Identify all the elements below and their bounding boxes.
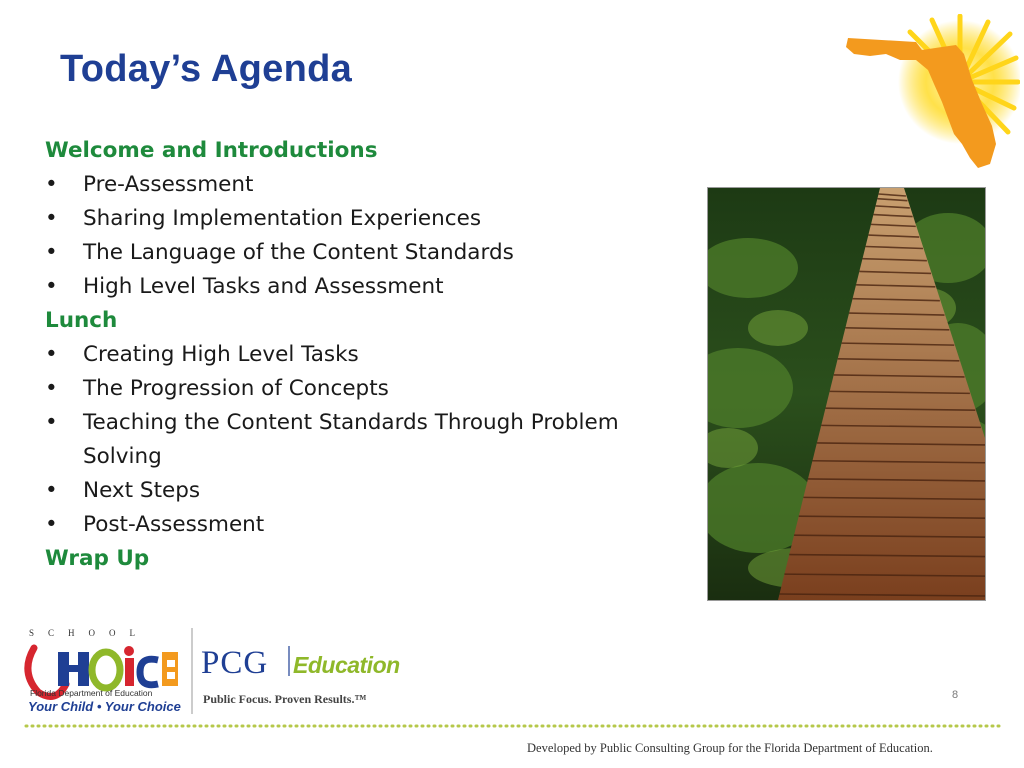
agenda-item-high-level-tasks-assessment: • High Level Tasks and Assessment: [45, 270, 685, 304]
agenda-item-next-steps: • Next Steps: [45, 474, 685, 508]
pcg-logo-name: PCG: [201, 645, 269, 681]
section-welcome: Welcome and Introductions: [45, 138, 378, 163]
boardwalk-photo: [707, 187, 986, 601]
slide-number: 8: [952, 689, 959, 701]
agenda-item-teaching-through-problem-solving: • Teaching the Content Standards Through Problem Solving: [45, 406, 685, 474]
slide-title: Today’s Agenda: [60, 48, 353, 90]
agenda-item-creating-tasks: • Creating High Level Tasks: [45, 338, 685, 372]
agenda-item-progression-of-concepts: • The Progression of Concepts: [45, 372, 685, 406]
agenda-item-pre-assessment: • Pre-Assessment: [45, 168, 685, 202]
school-choice-tagline: Your Child • Your Choice: [28, 699, 181, 714]
pcg-logo-division: Education: [293, 652, 400, 678]
school-choice-school-label: SCHOOL: [29, 628, 150, 638]
pcg-tagline: Public Focus. Proven Results.™: [203, 692, 367, 706]
agenda-item-post-assessment: • Post-Assessment: [45, 508, 685, 542]
footer-developer-note: Developed by Public Consulting Group for the Florida Department of Education.: [527, 741, 933, 755]
agenda-list: [45, 134, 685, 576]
florida-sun-icon: [838, 14, 1020, 174]
section-lunch: Lunch: [45, 308, 118, 333]
section-wrap-up: Wrap Up: [45, 546, 150, 571]
agenda-item-sharing-implementation: • Sharing Implementation Experiences: [45, 202, 685, 236]
school-choice-department: Florida Department of Education: [30, 688, 153, 698]
dotted-divider: [24, 723, 1002, 729]
agenda-item-language-of-standards: • The Language of the Content Standards: [45, 236, 685, 270]
